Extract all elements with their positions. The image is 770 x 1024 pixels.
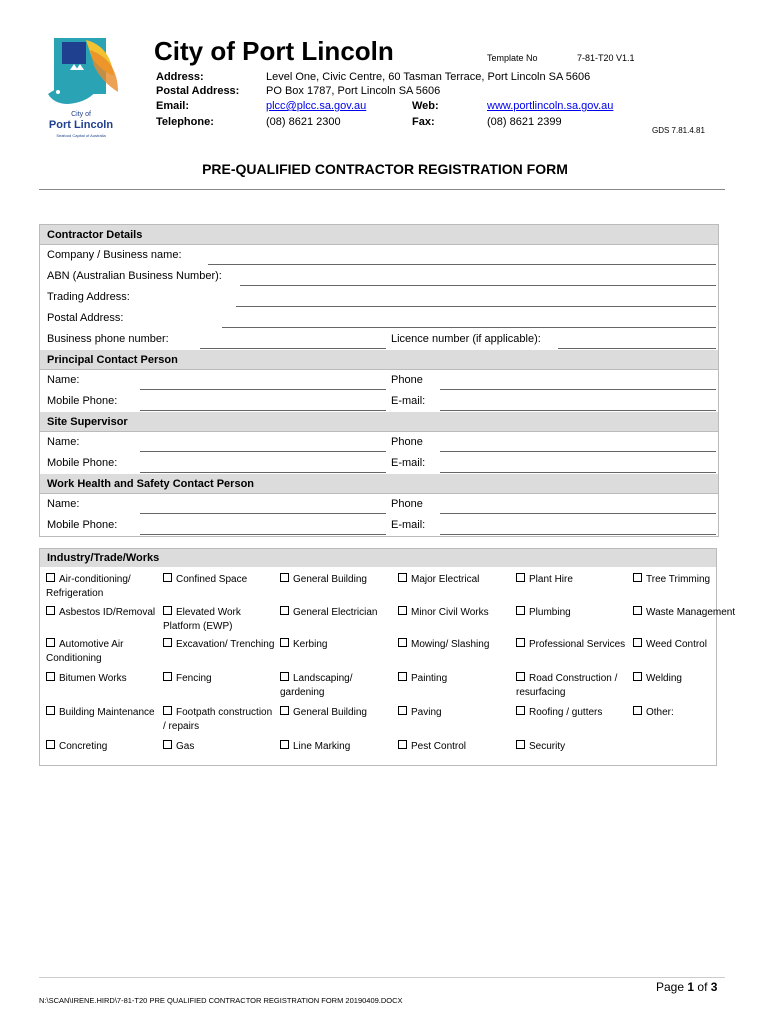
whs-phone-label: Phone [391, 498, 423, 510]
postal-address-field[interactable] [222, 327, 716, 328]
industry-option[interactable] [46, 706, 158, 720]
template-label: Template No [487, 53, 538, 63]
checkbox-icon[interactable] [633, 573, 642, 582]
fax-value: (08) 8621 2399 [487, 116, 562, 128]
industry-option-label: Automotive Air Conditioning [46, 639, 124, 664]
industry-option-label: Confined Space [176, 574, 248, 585]
checkbox-icon[interactable] [398, 638, 407, 647]
industry-option[interactable] [163, 573, 275, 587]
business-phone-row [40, 329, 718, 350]
industry-option-label: Plumbing [529, 607, 571, 618]
org-name: City of Port Lincoln [154, 36, 394, 66]
industry-option-label: Painting [411, 673, 448, 684]
industry-option[interactable] [280, 706, 392, 720]
industry-option[interactable] [280, 606, 392, 620]
checkbox-icon[interactable] [398, 740, 407, 749]
principal-name-label: Name: [47, 374, 80, 386]
section-site-supervisor: Site Supervisor [40, 412, 718, 432]
address-value: Level One, Civic Centre, 60 Tasman Terrace, Port Lincoln SA 5606 [266, 71, 591, 83]
template-value: 7-81-T20 V1.1 [577, 53, 635, 63]
industry-option-label: Welding [646, 673, 682, 684]
industry-option[interactable] [280, 672, 392, 700]
industry-option[interactable] [163, 672, 275, 686]
file-path: N:\SCAN\IRENE.HIRD\7-81-T20 PRE QUALIFIED CONTRACTOR REGISTRATION FORM 20190409.DOCX [39, 996, 403, 1005]
industry-option-label: General Electrician [293, 607, 378, 618]
abn-label: ABN (Australian Business Number): [47, 270, 222, 282]
checkbox-icon[interactable] [46, 706, 55, 715]
industry-option-label: Roofing / gutters [529, 707, 603, 718]
footer-divider [39, 977, 725, 978]
industry-option[interactable] [516, 672, 628, 700]
industry-option[interactable] [46, 638, 158, 666]
supervisor-phone-label: Phone [391, 436, 423, 448]
page-current: 1 [687, 980, 695, 994]
principal-mobile-field[interactable] [140, 410, 386, 411]
contractor-form [39, 224, 719, 537]
checkbox-icon[interactable] [398, 706, 407, 715]
industry-option[interactable] [516, 740, 628, 754]
industry-option-label: Security [529, 741, 566, 752]
checkbox-icon[interactable] [633, 638, 642, 647]
supervisor-email-label: E-mail: [391, 457, 426, 469]
industry-heading: Industry/Trade/Works [40, 549, 716, 567]
checkbox-icon[interactable] [516, 672, 525, 681]
title-divider [39, 189, 725, 190]
industry-option-label: Kerbing [293, 639, 328, 650]
whs-mobile-row [40, 515, 718, 536]
checkbox-icon[interactable] [398, 672, 407, 681]
industry-option-label: Excavation/ Trenching [176, 639, 275, 650]
email-label: Email: [156, 100, 190, 112]
whs-name-row [40, 494, 718, 515]
industry-option-label: Fencing [176, 673, 212, 684]
business-phone-label: Business phone number: [47, 333, 169, 345]
whs-mobile-label: Mobile Phone: [47, 519, 118, 531]
industry-option[interactable] [46, 672, 158, 686]
industry-option-label: Line Marking [293, 741, 351, 752]
whs-email-label: E-mail: [391, 519, 426, 531]
principal-mobile-label: Mobile Phone: [47, 395, 118, 407]
industry-option[interactable] [398, 573, 510, 587]
supervisor-name-label: Name: [47, 436, 80, 448]
page-total: 3 [710, 980, 718, 994]
industry-option[interactable] [398, 638, 510, 652]
principal-phone-label: Phone [391, 374, 423, 386]
checkbox-icon[interactable] [163, 706, 172, 715]
whs-mobile-field[interactable] [140, 534, 386, 535]
industry-option-label: General Building [293, 574, 367, 585]
web-link[interactable]: www.portlincoln.sa.gov.au [487, 100, 614, 112]
industry-option[interactable] [633, 706, 745, 720]
industry-option-label: Professional Services [529, 639, 626, 650]
industry-option-label: Footpath construction / repairs [163, 707, 273, 732]
page-of: of [697, 980, 708, 994]
checkbox-icon[interactable] [163, 740, 172, 749]
industry-option[interactable] [516, 606, 628, 620]
industry-option[interactable] [46, 573, 158, 601]
industry-option-label: General Building [293, 707, 367, 718]
checkbox-icon[interactable] [633, 672, 642, 681]
whs-name-field[interactable] [140, 513, 386, 514]
principal-name-row [40, 370, 718, 391]
industry-option-label: Landscaping/ gardening [280, 673, 353, 698]
web-label: Web: [412, 100, 439, 112]
company-field[interactable] [208, 264, 716, 265]
industry-option-label: Major Electrical [411, 574, 480, 585]
checkbox-icon[interactable] [280, 740, 289, 749]
principal-name-field[interactable] [140, 389, 386, 390]
principal-mobile-row [40, 391, 718, 412]
company-row [40, 245, 718, 266]
checkbox-icon[interactable] [46, 573, 55, 582]
industry-option[interactable] [398, 706, 510, 720]
trading-row [40, 287, 718, 308]
checkbox-icon[interactable] [516, 573, 525, 582]
industry-option-label: Elevated Work Platform (EWP) [163, 607, 241, 632]
industry-option-label: Plant Hire [529, 574, 573, 585]
industry-option[interactable] [633, 606, 745, 620]
checkbox-icon[interactable] [516, 606, 525, 615]
industry-option[interactable] [163, 606, 275, 634]
checkbox-icon[interactable] [163, 606, 172, 615]
industry-option[interactable] [46, 606, 158, 620]
industry-option[interactable] [280, 573, 392, 587]
supervisor-name-field[interactable] [140, 451, 386, 452]
industry-option-label: Gas [176, 741, 195, 752]
form-title: PRE-QUALIFIED CONTRACTOR REGISTRATION FORM [202, 161, 568, 177]
industry-option[interactable] [633, 573, 745, 587]
industry-option[interactable] [280, 740, 392, 754]
checkbox-icon[interactable] [280, 573, 289, 582]
industry-option-label: Minor Civil Works [411, 607, 489, 618]
industry-option-label: Air-conditioning/ Refrigeration [46, 574, 131, 599]
business-phone-field[interactable] [200, 348, 386, 349]
supervisor-name-row [40, 432, 718, 453]
postal-label: Postal Address: [156, 85, 240, 97]
industry-option[interactable] [516, 706, 628, 720]
trading-address-field[interactable] [236, 306, 716, 307]
abn-row [40, 266, 718, 287]
whs-email-field[interactable] [440, 534, 716, 535]
supervisor-mobile-row [40, 453, 718, 474]
supervisor-mobile-field[interactable] [140, 472, 386, 473]
industry-option[interactable] [398, 606, 510, 620]
address-label: Address: [156, 71, 204, 83]
industry-option-label: Weed Control [646, 639, 707, 650]
checkbox-icon[interactable] [280, 606, 289, 615]
industry-option-label: Asbestos ID/Removal [59, 607, 156, 618]
whs-name-label: Name: [47, 498, 80, 510]
postal-row [40, 308, 718, 329]
industry-option-label: Pest Control [411, 741, 467, 752]
industry-option[interactable] [163, 706, 275, 734]
gds-code: GDS 7.81.4.81 [652, 126, 705, 135]
section-whs-contact: Work Health and Safety Contact Person [40, 474, 718, 494]
industry-option[interactable] [633, 638, 745, 652]
checkbox-icon[interactable] [516, 740, 525, 749]
page-number [656, 980, 717, 994]
industry-option[interactable] [398, 740, 510, 754]
trading-address-label: Trading Address: [47, 291, 130, 303]
checkbox-icon[interactable] [633, 706, 642, 715]
principal-phone-field[interactable] [440, 389, 716, 390]
industry-option[interactable] [163, 740, 275, 754]
postal-value: PO Box 1787, Port Lincoln SA 5606 [266, 85, 441, 97]
logo-text-tagline: Seafood Capital of Australia [56, 133, 106, 138]
principal-email-field[interactable] [440, 410, 716, 411]
fax-label: Fax: [412, 116, 435, 128]
industry-option-label: Waste Management [646, 607, 736, 618]
checkbox-icon[interactable] [398, 606, 407, 615]
industry-section [39, 548, 736, 766]
checkbox-icon[interactable] [163, 573, 172, 582]
telephone-value: (08) 8621 2300 [266, 116, 341, 128]
checkbox-icon[interactable] [163, 638, 172, 647]
licence-field[interactable] [558, 348, 716, 349]
email-link[interactable]: plcc@plcc.sa.gov.au [266, 100, 367, 112]
postal-address-label: Postal Address: [47, 312, 124, 324]
logo-text-top: City of [71, 111, 91, 118]
city-logo [40, 36, 122, 142]
checkbox-icon[interactable] [46, 606, 55, 615]
company-label: Company / Business name: [47, 249, 182, 261]
checkbox-icon[interactable] [516, 638, 525, 647]
checkbox-icon[interactable] [280, 706, 289, 715]
page-prefix: Page [656, 980, 685, 994]
industry-option-label: Tree Trimming [646, 574, 711, 585]
industry-option[interactable] [280, 638, 392, 652]
supervisor-phone-field[interactable] [440, 451, 716, 452]
industry-option[interactable] [633, 672, 745, 686]
supervisor-email-field[interactable] [440, 472, 716, 473]
section-principal-contact: Principal Contact Person [40, 350, 718, 370]
industry-option-label: Road Construction / resurfacing [516, 673, 618, 698]
checkbox-icon[interactable] [398, 573, 407, 582]
industry-option-label: Paving [411, 707, 442, 718]
logo-text-main: Port Lincoln [48, 119, 114, 131]
industry-option[interactable] [516, 638, 628, 652]
checkbox-icon[interactable] [46, 672, 55, 681]
industry-option-label: Concreting [59, 741, 108, 752]
industry-option-label: Other: [646, 707, 674, 718]
industry-option-label: Bitumen Works [59, 673, 127, 684]
checkbox-icon[interactable] [633, 606, 642, 615]
checkbox-icon[interactable] [46, 638, 55, 647]
industry-option[interactable] [46, 740, 158, 754]
telephone-label: Telephone: [156, 116, 214, 128]
section-contractor-details: Contractor Details [40, 225, 718, 245]
industry-option[interactable] [398, 672, 510, 686]
licence-label: Licence number (if applicable): [391, 333, 541, 345]
industry-option-label: Mowing/ Slashing [411, 639, 490, 650]
principal-email-label: E-mail: [391, 395, 426, 407]
whs-phone-field[interactable] [440, 513, 716, 514]
abn-field[interactable] [240, 285, 716, 286]
checkbox-icon[interactable] [163, 672, 172, 681]
checkbox-icon[interactable] [516, 706, 525, 715]
industry-option-label: Building Maintenance [59, 707, 155, 718]
industry-option[interactable] [516, 573, 628, 587]
checkbox-icon[interactable] [46, 740, 55, 749]
industry-option[interactable] [163, 638, 275, 652]
checkbox-icon[interactable] [280, 638, 289, 647]
supervisor-mobile-label: Mobile Phone: [47, 457, 118, 469]
checkbox-icon[interactable] [280, 672, 289, 681]
